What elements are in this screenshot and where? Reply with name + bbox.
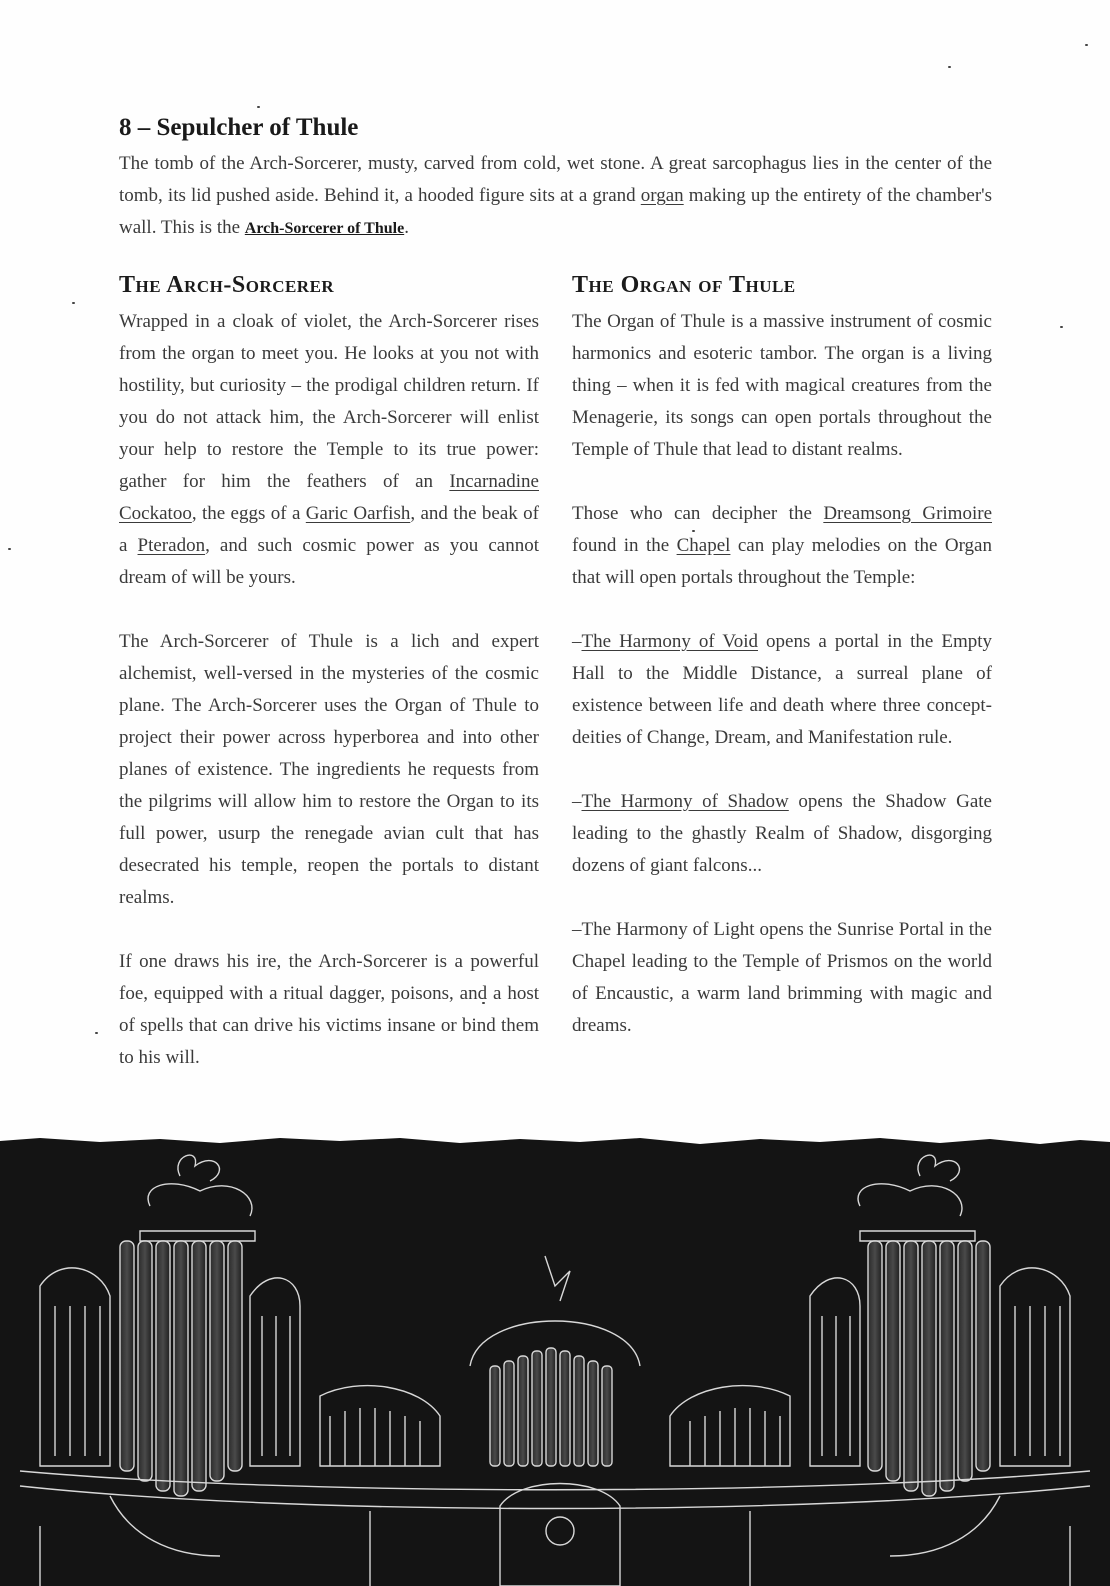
harmony-of-void-paragraph xyxy=(572,626,992,754)
body-text: , the eggs of a xyxy=(191,503,306,524)
pteradon-link[interactable]: Pteradon xyxy=(137,535,206,556)
arch-sorcerer-section xyxy=(119,272,539,1106)
body-text: opens a portal in the Empty Hall to the Middle Distance, a surreal plane of existence between life and death where three concept-deities of Change, Dream, and Manifestation rule. xyxy=(572,631,992,748)
organ-paragraph-2 xyxy=(572,498,992,594)
body-text: found in the xyxy=(572,535,677,556)
organ-engraving xyxy=(0,1136,1110,1586)
body-text: – xyxy=(572,791,582,812)
organ-of-thule-section xyxy=(572,272,992,1074)
intro-text: The tomb of the Arch-Sorcerer, musty, carved from cold, wet stone. A great sarcophagus lies in the center of the tomb, its lid pushed aside. Behind it, a hooded figure sits at a grand xyxy=(119,153,992,206)
intro-text: . xyxy=(404,217,409,238)
body-text: Those who can decipher the xyxy=(572,503,824,524)
organ-illustration xyxy=(0,1136,1110,1586)
body-text: , and such cosmic power as you cannot dream of will be yours. xyxy=(119,535,539,588)
incarnadine-cockatoo-link[interactable]: Incarnadine Cockatoo xyxy=(119,471,539,524)
section-heading-organ-of-thule: The Organ of Thule xyxy=(572,272,796,298)
section-heading-arch-sorcerer: The Arch-Sorcerer xyxy=(119,272,335,298)
body-text: – xyxy=(572,631,582,652)
harmony-of-void-link[interactable]: The Harmony of Void xyxy=(581,631,758,652)
body-text: , and the beak of a xyxy=(119,503,539,556)
harmony-of-light-paragraph: –The Harmony of Light opens the Sunrise Portal in the Chapel leading to the Temple of Prismos on the world of Encaustic, a warm land brimming with magic and dreams. xyxy=(572,919,992,1036)
scan-speck xyxy=(72,302,75,304)
scan-speck xyxy=(1060,326,1063,328)
arch-sorcerer-link[interactable]: Arch-Sorcerer of Thule xyxy=(244,220,405,237)
intro-text: making up the entirety of the chamber's wall. This is the xyxy=(119,185,993,238)
arch-sorcerer-paragraph-1 xyxy=(119,306,539,594)
scan-speck xyxy=(8,548,11,550)
harmony-of-shadow-paragraph xyxy=(572,786,992,882)
scan-speck xyxy=(257,106,260,108)
organ-link[interactable]: organ xyxy=(640,185,684,206)
chapel-link[interactable]: Chapel xyxy=(676,535,731,556)
left-pipes xyxy=(120,1241,242,1496)
scan-speck xyxy=(948,66,951,68)
harmony-of-shadow-link[interactable]: The Harmony of Shadow xyxy=(581,791,789,812)
dreamsong-grimoire-link[interactable]: Dreamsong Grimoire xyxy=(823,503,992,524)
arch-sorcerer-paragraph-3: If one draws his ire, the Arch-Sorcerer is a powerful foe, equipped with a ritual dagger, poisons, and a host of spells that can drive his victims insane or bind them to his will. xyxy=(119,951,539,1068)
arch-sorcerer-paragraph-2: The Arch-Sorcerer of Thule is a lich and expert alchemist, well-versed in the mysteries of the cosmic plane. The Arch-Sorcerer uses the Organ of Thule to project their power across hyperborea and into other planes of existence. The ingredients he requests from the pilgrims will allow him to restore the Organ to its full power, usurp the renegade avian cult that has desecrated his temple, reopen the portals to distant realms. xyxy=(119,631,539,908)
intro-paragraph xyxy=(119,148,992,245)
body-text: opens the Shadow Gate leading to the ghastly Realm of Shadow, disgorging dozens of giant falcons... xyxy=(572,791,992,876)
page-title: 8 – Sepulcher of Thule xyxy=(119,114,359,141)
scan-speck xyxy=(1085,44,1088,46)
organ-paragraph-1: The Organ of Thule is a massive instrument of cosmic harmonics and esoteric tambor. The organ is a living thing – when it is fed with magical creatures from the Menagerie, its songs can open portals throughout the Temple of Thule that lead to distant realms. xyxy=(572,311,992,460)
garic-oarfish-link[interactable]: Garic Oarfish xyxy=(305,503,411,524)
scan-speck xyxy=(95,1032,98,1034)
right-pipes xyxy=(868,1241,990,1496)
body-text: Wrapped in a cloak of violet, the Arch-Sorcerer rises from the organ to meet you. He looks at you not with hostility, but curiosity – the prodigal children return. If you do not attack him, the Arch-Sorcerer will enlist your help to restore the Temple to its true power: gather for him the feathers of an xyxy=(119,311,539,492)
center-pipes xyxy=(490,1348,612,1466)
body-text: can play melodies on the Organ that will open portals throughout the Temple: xyxy=(572,535,992,588)
